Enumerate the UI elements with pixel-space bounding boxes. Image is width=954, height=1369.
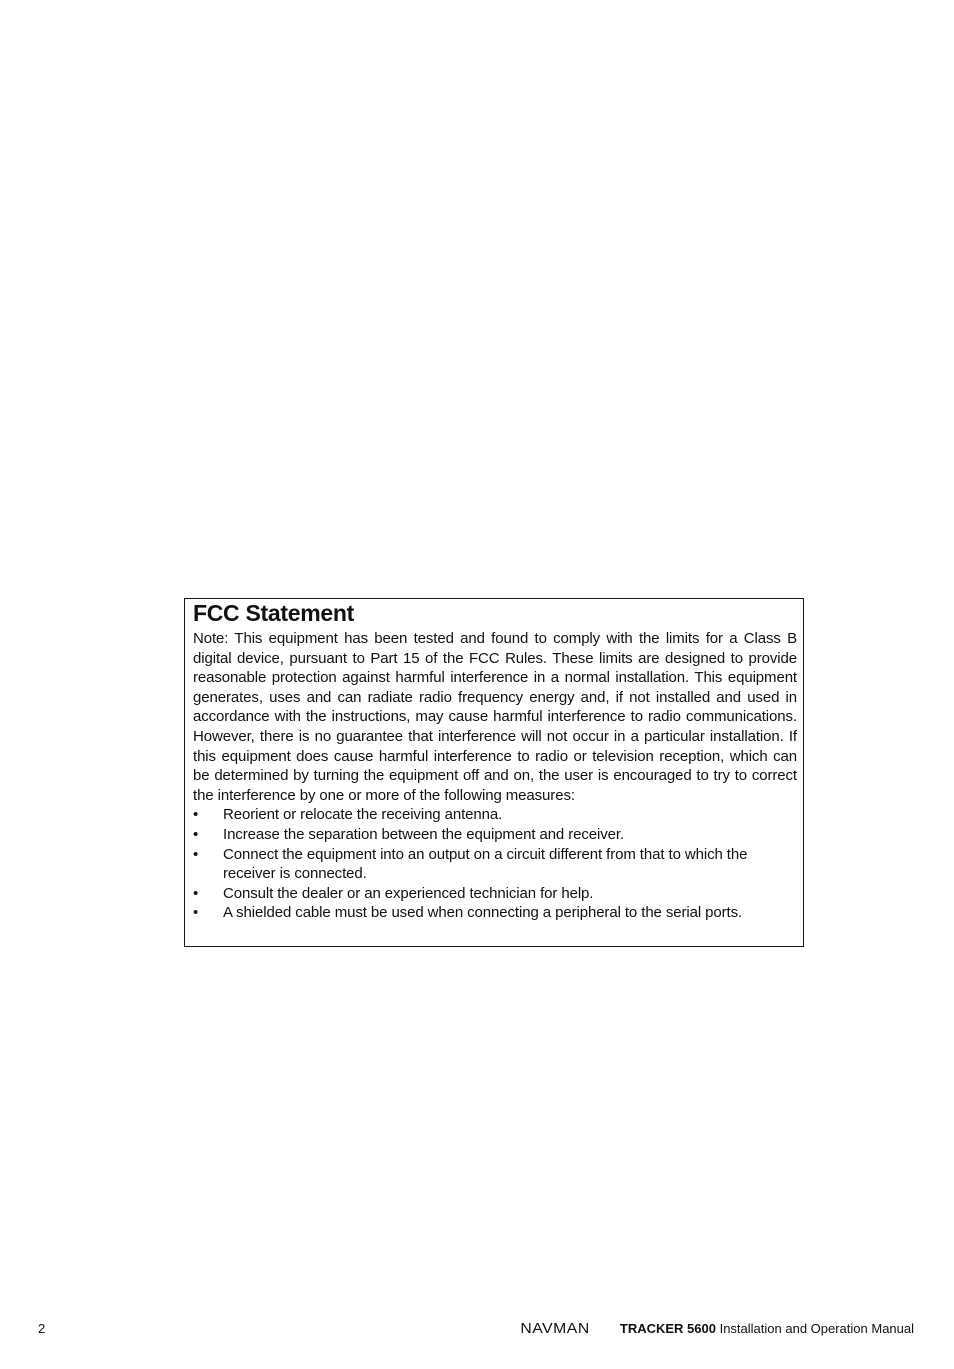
bullet-icon: • — [193, 806, 199, 824]
bullet-icon: • — [193, 904, 199, 922]
list-item — [193, 903, 797, 923]
fcc-measures-list — [193, 805, 797, 923]
measure-text: Connect the equipment into an output on a circuit different from that to which the receiver is connected. — [223, 845, 748, 883]
brand-logo: NAVMAN — [520, 1320, 590, 1337]
page-footer — [522, 1320, 914, 1337]
fcc-statement-paragraph: Note: This equipment has been tested and found to comply with the limits for a Class B digital device, pursuant to Part 15 of the FCC Rules. These limits are designed to provide reasonable protection against harmful interference in a normal installation. This equipment generates, uses and can radiate radio frequency energy and, if not installed and used in accordance with the instructions, may cause harmful interference to radio communications. However, there is no guarantee that interference will not occur in a particular installation. If this equipment does cause harmful interference to radio or television reception, which can be determined by turning the equipment off and on, the user is encouraged to try to correct the interference by one or more of the following measures: — [193, 630, 797, 804]
fcc-statement-box — [184, 598, 804, 947]
bullet-icon: • — [193, 845, 199, 863]
measure-text: A shielded cable must be used when connecting a peripheral to the serial ports. — [223, 904, 743, 922]
product-name: TRACKER 5600 — [619, 1321, 716, 1336]
list-item — [193, 884, 797, 904]
measure-text: Increase the separation between the equipment and receiver. — [223, 825, 625, 843]
bullet-icon: • — [193, 884, 199, 902]
page-number: 2 — [38, 1321, 46, 1336]
list-item — [193, 805, 797, 825]
list-item — [193, 845, 797, 884]
manual-title: Installation and Operation Manual — [719, 1321, 914, 1336]
bullet-icon: • — [193, 825, 199, 843]
list-item — [193, 825, 797, 845]
measure-text: Consult the dealer or an experienced technician for help. — [223, 884, 594, 902]
fcc-statement-title: FCC Statement — [193, 600, 354, 626]
measure-text: Reorient or relocate the receiving antenna. — [223, 806, 503, 824]
